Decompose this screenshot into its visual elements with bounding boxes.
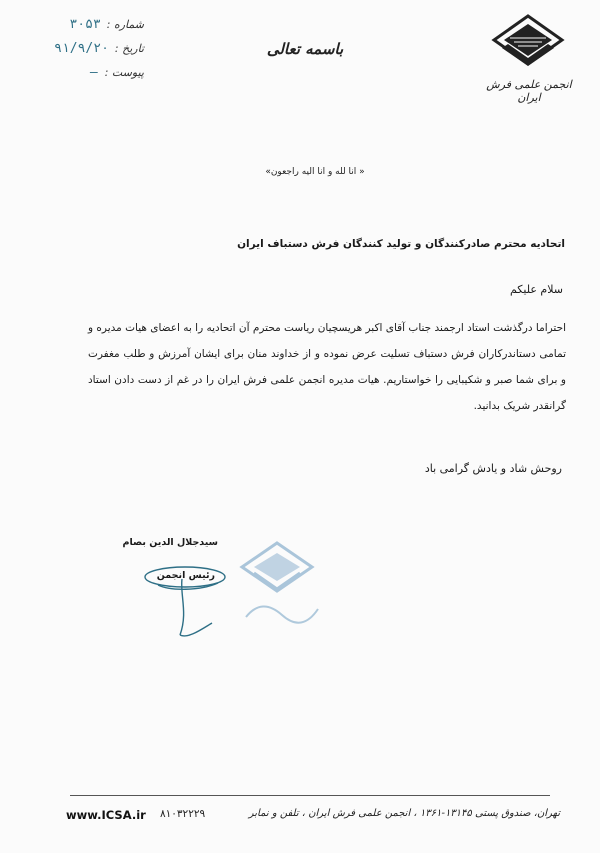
footer-phone: ۸۱۰۳۲۲۲۹ [160, 808, 206, 820]
meta-date [14, 36, 144, 60]
meta-attachment [14, 60, 144, 84]
meta-attachment-label: پیوست : [104, 65, 144, 79]
logo-caption: انجمن علمی فرش ایران [486, 78, 572, 104]
meta-date-value: ۹۱/۹/۲۰ [54, 40, 109, 56]
letter-paragraph: احتراما درگذشت استاد ارجمند جناب آقای اکبر هریسچیان ریاست محترم آن اتحادیه را به اعضای هیات مدیره و تمامی دستاندرکاران فرش دستباف تسلیت عرض نموده و از خداوند منان برای ایشان آمرزش و طلب مغفرت و برای شما صبر و شکیبایی را خواستاریم. هیات مدیره انجمن علمی فرش ایران را در غم از دست دادن استاد گرانقدر شریک بدانید. [88, 322, 566, 412]
letter-meta [14, 12, 144, 84]
association-stamp-icon [232, 537, 322, 632]
meta-number-label: شماره : [106, 17, 144, 31]
quranic-verse: « انا لله و انا اليه راجعون» [265, 167, 365, 177]
footer-website-link[interactable]: www.ICSA.ir [66, 808, 146, 822]
meta-number [14, 12, 144, 36]
basmala: باسمه تعالی [266, 40, 344, 58]
greeting: سلام علیکم [509, 283, 563, 296]
signer-title: رئیس انجمن [156, 570, 215, 581]
meta-number-value: ۳۰۵۳ [69, 16, 101, 32]
addressee: اتحادیه محترم صادرکنندگان و تولید کنندگان فرش دستباف ایران [237, 238, 565, 250]
meta-date-label: تاریخ : [114, 41, 144, 55]
icsa-logo-icon [488, 14, 568, 86]
handwritten-signature-icon [140, 555, 240, 645]
signer-name: سیدجلال الدین بصام [122, 537, 218, 548]
footer-address: تهران، صندوق پستی ۱۳۱۴۵-۱۳۶۱ ، انجمن علمی فرش ایران ، تلفن و نمابر [248, 808, 560, 819]
closing-line: روحش شاد و یادش گرامی باد [424, 462, 562, 475]
meta-attachment-value: — [89, 64, 99, 80]
footer-divider [70, 795, 550, 796]
